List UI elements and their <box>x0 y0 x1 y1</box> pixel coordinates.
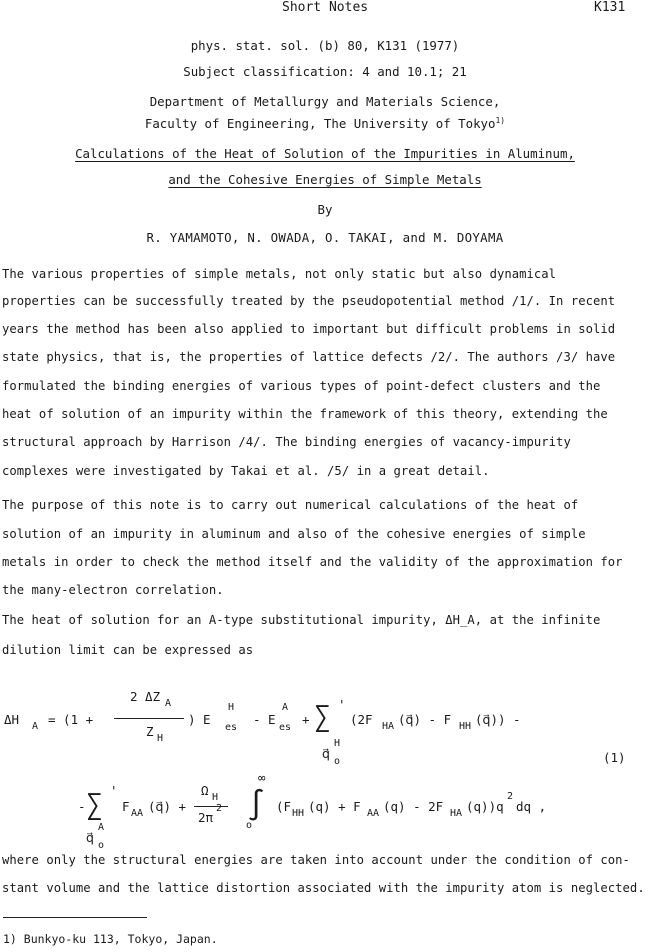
eq-text: + <box>302 712 310 727</box>
eq-text: (q))q <box>466 799 504 814</box>
eq-sub: HA <box>382 721 395 732</box>
eq-sub: es <box>225 722 238 733</box>
eq-text: = (1 + <box>48 712 94 727</box>
footnote: 1) Bunkyo-ku 113, Tokyo, Japan. <box>3 932 218 946</box>
eq-frac-num: 2 ΔZ <box>130 689 161 704</box>
eq-sup: H <box>228 702 235 713</box>
eq-prime: ' <box>110 783 118 798</box>
paper-title-line-2: and the Cohesive Energies of Simple Metals <box>168 172 482 187</box>
body-line: complexes were investigated by Takai et al. /5/ in a great detail. <box>2 464 490 478</box>
equation-number: (1) <box>603 750 626 765</box>
eq-sup: H <box>334 738 341 749</box>
eq-text: - E <box>253 712 276 727</box>
eq-text: dq , <box>516 799 547 814</box>
eq-int-lower: o <box>246 820 253 831</box>
eq-omega: Ω <box>201 783 209 798</box>
body-line: state physics, that is, the properties of lattice defects /2/. The authors /3/ have <box>2 350 616 364</box>
footnote-rule <box>3 917 147 918</box>
author-list: R. YAMAMOTO, N. OWADA, O. TAKAI, and M. DOYAMA <box>146 230 504 245</box>
eq-delta-h: ΔH <box>4 712 20 727</box>
body-line: metals in order to check the method itself and the validity of the approximation for <box>2 555 623 569</box>
affiliation-line-1: Department of Metallurgy and Materials Science, <box>149 94 501 109</box>
running-header-title: Short Notes <box>282 0 369 15</box>
body-line: years the method has been also applied to important but difficult problems in solid <box>2 322 616 336</box>
eq-sub: o <box>334 756 341 767</box>
body-line: dilution limit can be expressed as <box>2 643 254 657</box>
eq-sub: H <box>212 792 219 803</box>
journal-citation: phys. stat. sol. (b) 80, K131 (1977) <box>190 38 460 53</box>
eq-text: F <box>122 799 130 814</box>
eq-fraction-bar <box>114 718 184 719</box>
paper-title-line-1: Calculations of the Heat of Solution of the Impurities in Aluminum, <box>75 146 575 161</box>
body-line: properties can be successfully treated by the pseudopotential method /1/. In recent <box>2 294 616 308</box>
body-line: the many-electron correlation. <box>2 583 224 597</box>
body-line: formulated the binding energies of various types of point-defect clusters and the <box>2 379 601 393</box>
page-number: K131 <box>594 0 626 15</box>
eq-sup: A <box>98 822 105 833</box>
eq-two-pi: 2π <box>198 810 214 825</box>
eq-text: ) E <box>188 712 211 727</box>
affiliation-line-2: Faculty of Engineering, The University of Tokyo$^{1)}$ <box>144 116 506 131</box>
eq-frac-den: Z <box>146 724 154 739</box>
body-line: structural approach by Harrison /4/. The binding energies of vacancy-impurity <box>2 435 571 449</box>
eq-sub: A <box>165 698 172 709</box>
subject-classification: Subject classification: 4 and 10.1; 21 <box>183 64 467 79</box>
eq-sub: AA <box>131 808 144 819</box>
eq-text: (2F <box>350 712 373 727</box>
eq-sup: 2 <box>216 803 223 814</box>
eq-text: (F <box>276 799 292 814</box>
eq-text: (q) + F <box>308 799 361 814</box>
eq-text: (q⃗) + <box>148 799 187 814</box>
eq-text: (q⃗)) - <box>475 712 521 727</box>
eq-text: (q⃗) - F <box>398 712 452 727</box>
body-line: solution of an impurity in aluminum and also of the cohesive energies of simple <box>2 527 586 541</box>
body-line: The purpose of this note is to carry out numerical calculations of the heat of <box>2 498 579 512</box>
eq-sub: o <box>98 840 105 851</box>
body-line: heat of solution of an impurity within the framework of this theory, extending the <box>2 407 608 421</box>
affiliation-footnote-mark: 1) <box>495 116 506 125</box>
eq-int-upper: ∞ <box>258 770 266 785</box>
body-line: where only the structural energies are taken into account under the condition of con- <box>2 853 630 867</box>
eq-integral: ∫ <box>247 788 266 823</box>
eq-sum-lower: q⃗ <box>322 746 330 761</box>
body-line: stant volume and the lattice distortion associated with the impurity atom is neglected. <box>2 881 645 895</box>
by-label: By <box>317 202 333 217</box>
eq-sub: HA <box>450 808 463 819</box>
eq-fraction-bar <box>194 806 228 807</box>
eq-sub: HH <box>459 721 472 732</box>
eq-text: (q) - 2F <box>383 799 444 814</box>
eq-prime: ' <box>338 697 346 712</box>
body-line: The heat of solution for an A-type substitutional impurity, ΔH_A, at the infinite <box>2 613 601 627</box>
eq-sub: es <box>279 722 292 733</box>
eq-sub: HH <box>292 808 305 819</box>
eq-sup: A <box>282 702 289 713</box>
eq-sub: A <box>32 721 39 732</box>
eq-sup: 2 <box>507 791 514 802</box>
eq-summation-1: ∑ <box>314 700 331 733</box>
eq-sub: AA <box>367 808 380 819</box>
body-line: The various properties of simple metals, not only static but also dynamical <box>2 267 557 281</box>
eq-sum-lower: q⃗ <box>86 830 94 845</box>
eq-sub: H <box>157 733 164 744</box>
eq-summation-2: ∑ <box>86 788 103 821</box>
eq-text: - <box>78 799 86 814</box>
